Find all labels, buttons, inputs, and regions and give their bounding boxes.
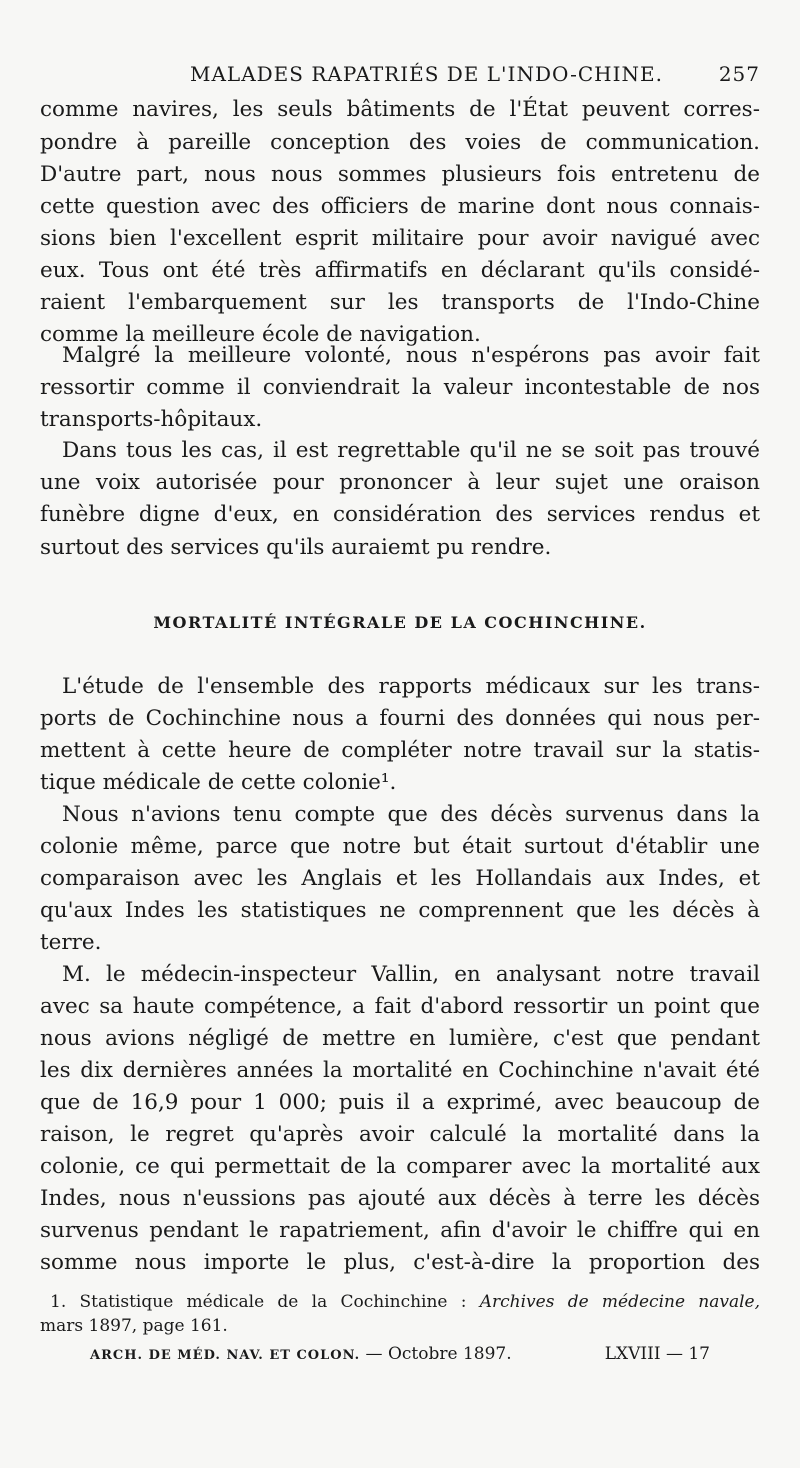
footnote-journal-title: Archives de médecine navale, <box>479 1292 760 1312</box>
text-line: M. le médecin-inspecteur Vallin, en analysant notre travail <box>62 962 760 987</box>
text-line: tique médicale de cette colonie¹. <box>40 770 397 795</box>
footnote-line <box>50 1294 760 1311</box>
text-line: eux. Tous ont été très affirmatifs en déclarant qu'ils considé- <box>40 258 760 283</box>
footnote-line: mars 1897, page 161. <box>40 1316 228 1336</box>
text-line: cette question avec des officiers de marine dont nous connais- <box>40 194 760 219</box>
text-line: que de 16,9 pour 1 000; puis il a exprimé, avec beaucoup de <box>40 1090 760 1115</box>
text-line: avec sa haute compétence, a fait d'abord ressortir un point que <box>40 994 760 1019</box>
text-line: transports-hôpitaux. <box>40 407 263 432</box>
section-title: MORTALITÉ INTÉGRALE DE LA COCHINCHINE. <box>153 613 647 632</box>
text-line: comme navires, les seuls bâtiments de l'État peuvent corres- <box>40 97 760 122</box>
text-line: raient l'embarquement sur les transports de l'Indo-Chine <box>40 290 760 315</box>
text-line: une voix autorisée pour prononcer à leur sujet une oraison <box>40 470 760 495</box>
footer-date: Octobre 1897. <box>387 1344 512 1364</box>
running-title: MALADES RAPATRIÉS DE L'INDO-CHINE. <box>190 62 663 86</box>
text-line: sions bien l'excellent esprit militaire pour avoir navigué avec <box>40 226 760 251</box>
text-line: Dans tous les cas, il est regrettable qu'il ne se soit pas trouvé <box>62 438 760 463</box>
text-line: raison, le regret qu'après avoir calculé la mortalité dans la <box>40 1122 760 1147</box>
text-line: Nous n'avions tenu compte que des décès survenus dans la <box>62 802 760 827</box>
text-line: les dix dernières années la mortalité en Cochinchine n'avait été <box>40 1058 760 1083</box>
footnote-text: 1. Statistique médicale de la Cochinchine : <box>50 1292 480 1312</box>
text-line: nous avions négligé de mettre en lumière, c'est que pendant <box>40 1026 760 1051</box>
text-line: pondre à pareille conception des voies de communication. <box>40 130 760 155</box>
text-line: colonie même, parce que notre but était surtout d'établir une <box>40 834 760 859</box>
footer-journal: ARCH. DE MÉD. NAV. ET COLON. <box>90 1348 361 1363</box>
text-line: mettent à cette heure de compléter notre travail sur la statis- <box>40 738 760 763</box>
text-line: comparaison avec les Anglais et les Hollandais aux Indes, et <box>40 866 760 891</box>
text-line: terre. <box>40 930 102 955</box>
text-line: qu'aux Indes les statistiques ne comprennent que les décès à <box>40 898 760 923</box>
footer-separator: — <box>360 1344 388 1364</box>
page-footer <box>90 1344 710 1364</box>
text-line: ressortir comme il conviendrait la valeur incontestable de nos <box>40 375 760 400</box>
text-line: D'autre part, nous nous sommes plusieurs fois entretenu de <box>40 162 760 187</box>
text-line: funèbre digne d'eux, en considération des services rendus et <box>40 502 760 527</box>
text-line: Malgré la meilleure volonté, nous n'espérons pas avoir fait <box>62 343 760 368</box>
text-line: ports de Cochinchine nous a fourni des données qui nous per- <box>40 706 760 731</box>
text-line: L'étude de l'ensemble des rapports médicaux sur les trans- <box>62 674 760 699</box>
text-line: comme la meilleure école de navigation. <box>40 322 481 347</box>
text-line: Indes, nous n'eussions pas ajouté aux décès à terre les décès <box>40 1186 760 1211</box>
text-line: somme nous importe le plus, c'est-à-dire la proportion des <box>40 1250 760 1275</box>
text-line: survenus pendant le rapatriement, afin d'avoir le chiffre qui en <box>40 1218 760 1243</box>
text-line: surtout des services qu'ils auraiemt pu rendre. <box>40 535 552 560</box>
text-line: colonie, ce qui permettait de la comparer avec la mortalité aux <box>40 1154 760 1179</box>
footer-volume: LXVIII — 17 <box>604 1344 710 1364</box>
page-number: 257 <box>718 62 760 86</box>
